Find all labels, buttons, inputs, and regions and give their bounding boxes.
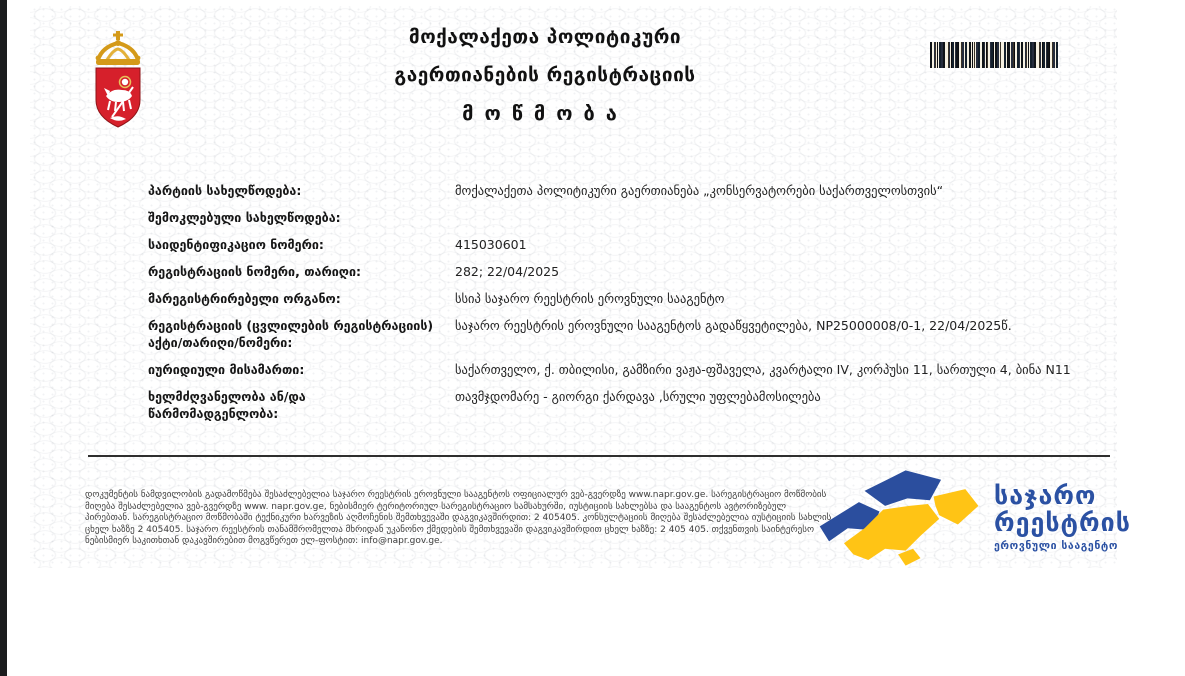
field-value: თავმჯდომარე - გიორგი ქარდავა ,სრული უფლებამოსილება (455, 389, 821, 404)
field-row-id-number (148, 236, 1110, 253)
certificate-title (150, 18, 940, 132)
napr-logo-subtitle: ეროვნული სააგენტო (994, 540, 1118, 552)
field-row-short-name (148, 209, 1110, 226)
field-label: მარეგისტრირებელი ორგანო: (148, 291, 341, 306)
georgia-coat-of-arms-icon (88, 30, 148, 132)
field-label: იურიდიული მისამართი: (148, 362, 305, 377)
napr-logo-line-1: საჯარო (994, 481, 1097, 510)
field-label: შემოკლებული სახელწოდება: (148, 210, 341, 225)
field-row-leadership (148, 388, 1110, 422)
field-row-registration-number-date (148, 263, 1110, 280)
field-value: მოქალაქეთა პოლიტიკური გაერთიანება „კონსერვატორები საქართველოსთვის“ (455, 183, 944, 198)
certificate-page (30, 6, 1131, 568)
viewer-edge-bar (0, 0, 7, 676)
fields-table (148, 182, 1110, 432)
title-line-1: მოქალაქეთა პოლიტიკური (408, 26, 682, 48)
field-row-registering-body (148, 290, 1110, 307)
field-row-registration-act (148, 317, 1110, 351)
field-value: 415030601 (455, 237, 527, 252)
napr-logo (816, 466, 1131, 574)
napr-land-parcels-icon (816, 466, 984, 570)
barcode-icon (930, 42, 1058, 68)
field-value: 282; 22/04/2025 (455, 264, 560, 279)
field-value: საქართველო, ქ. თბილისი, გამზირი ვაჟა-ფშაველა, კვარტალი IV, კორპუსი 11, სართული 4, ბინა N11 (455, 362, 1071, 377)
field-label: ხელმძღვანელობა ან/და წარმომადგენლობა: (148, 389, 306, 421)
field-label: რეგისტრაციის ნომერი, თარიღი: (148, 264, 362, 279)
field-row-party-name (148, 182, 1110, 199)
field-row-legal-address (148, 361, 1110, 378)
field-value: საჯარო რეესტრის ეროვნული სააგენტოს გადაწყვეტილება, NP25000008/0-1, 22/04/2025წ. (455, 318, 1012, 333)
divider-line (88, 455, 1110, 457)
field-label: პარტიის სახელწოდება: (148, 183, 302, 198)
title-line-3: მოწმობა (462, 101, 628, 125)
napr-logo-text (994, 466, 1131, 574)
field-value: სსიპ საჯარო რეესტრის ეროვნული სააგენტო (455, 291, 725, 306)
footer-note: დოკუმენტის ნამდვილობის გადამოწმება შესაძლებელია საჯარო რეესტრის ეროვნული სააგენტოს ოფიციალურ ვებ-გვერდზე www.napr.gov.ge. სარეგისტრაციო მოწმობის მიღება შესაძლებელია ვებ-გვერდზე www. napr.gov.ge, ნებისმიერ ტერიტორიულ სარეგისტრაციო სამსახურში, იუსტიციის სახლებსა და სააგენტოს ავტორიზებულ პირებთან. სარეგისტრაციო მოწმობაში ტექნიკური ხარვეზის აღმოჩენის შემთხვევაში დაგვიკავშირდით: 2 405405. კონსულტაციის მიღება შესაძლებელია იუსტიციის სახლის ცხელ ხაზზე 2 405405. საჯარო რეესტრის თანამშრომელთა მხრიდან უკანონო ქმედების შემთხვევაში დაგვიკავშირდით ცხელ ხაზზე: 2 405 405. თქვენთვის საინტერესო ნებისმიერ საკითხთან დაკავშირებით მოგვწერეთ ელ-ფოსტით: info@napr.gov.ge. (85, 490, 832, 547)
title-line-2: გაერთიანების რეგისტრაციის (394, 64, 696, 86)
field-label: საიდენტიფიკაციო ნომერი: (148, 237, 324, 252)
field-label: რეგისტრაციის (ცვლილების რეგისტრაციის) აქტი/თარიღი/ნომერი: (148, 318, 434, 350)
napr-logo-line-2: რეესტრის (994, 508, 1131, 537)
